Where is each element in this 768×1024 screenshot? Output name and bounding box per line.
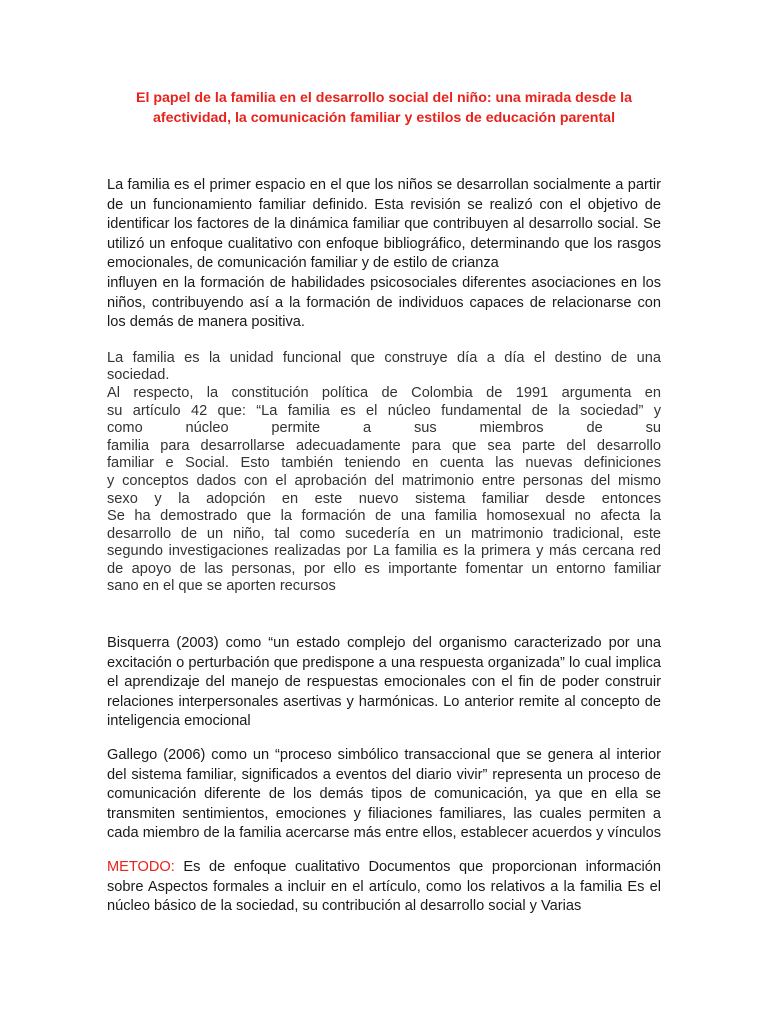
body-block (107, 350, 661, 596)
metodo-paragraph (107, 858, 661, 917)
document-page (107, 88, 661, 917)
body-line: y conceptos dados con el aprobación del matrimonio entre personas del mismo (107, 472, 661, 489)
abstract-paragraph-1: La familia es el primer espacio en el que los niños se desarrollan socialmente a partir de un funcionamiento familiar definido. Esta revisión se realizó con el objetivo de identificar los factores de la dinámica familiar que contribuyen al desarrollo social. Se utilizó un enfoque cualitativo con enfoque bibliográfico, determinando que los rasgos emocionales, de comunicación familiar y de estilo de crianza (107, 177, 661, 272)
body-line: familia para desarrollarse adecuadamente para que sea parte del desarrollo (107, 437, 661, 454)
body-line: desarrollo de un niño, tal como sucedería en un matrimonio tradicional, este (107, 525, 661, 542)
metodo-label: METODO: (107, 859, 175, 875)
body-line: como núcleo permite a sus miembros de su (107, 420, 661, 437)
body-line: segundo investigaciones realizadas por La familia es la primera y más cercana red (107, 543, 661, 560)
bisquerra-paragraph: Bisquerra (2003) como “un estado complejo del organismo caracterizado por una excitación o perturbación que predispone a una respuesta organizada” lo cual implica el aprendizaje del manejo de respuestas emocionales con el fin de poder construir relaciones interpersonales asertivas y harmónicas. Lo anterior remite al concepto de inteligencia emocional (107, 635, 661, 730)
abstract-paragraph-2: influyen en la formación de habilidades psicosociales diferentes asociaciones en los niños, contribuyendo así a la formación de individuos capaces de relacionarse con los demás de manera positiva. (107, 274, 661, 331)
abstract (107, 176, 661, 333)
body-line: sociedad. (107, 367, 170, 384)
body-line: La familia es la unidad funcional que construye día a día el destino de una (107, 349, 661, 366)
body-line: su artículo 42 que: “La familia es el núcleo fundamental de la sociedad” y (107, 402, 661, 419)
body-line: Se ha demostrado que la formación de una familia homosexual no afecta la (107, 508, 661, 525)
document-title: El papel de la familia en el desarrollo social del niño: una mirada desde la afectividad, la comunicación familiar y estilos de educación parental (136, 90, 632, 126)
body-line: de apoyo de las personas, por ello es importante fomentar un entorno familiar (107, 560, 661, 577)
gallego-paragraph: Gallego (2006) como un “proceso simbólico transaccional que se genera al interior del sistema familiar, significados a eventos del diario vivir” representa un proceso de comunicación diferente de los demás tipos de comunicación, ya que en ella se transmiten sentimientos, emociones y filiaciones familiares, las cuales permiten a cada miembro de la familia acercarse más entre ellos, establecer acuerdos y vínculos (107, 747, 662, 842)
metodo-text: Es de enfoque cualitativo Documentos que proporcionan información sobre Aspectos formales a incluir en el artículo, como los relativos a la familia Es el núcleo básico de la sociedad, su contribución al desarrollo social y Varias (107, 859, 661, 915)
body-line: Al respecto, la constitución política de Colombia de 1991 argumenta en (107, 384, 661, 401)
body-line: sexo y la adopción en este nuevo sistema familiar desde entonces (107, 490, 661, 507)
body-line: sano en el que se aporten recursos (107, 578, 336, 595)
body-line: familiar e Social. Esto también teniendo en cuenta las nuevas definiciones (107, 455, 661, 472)
